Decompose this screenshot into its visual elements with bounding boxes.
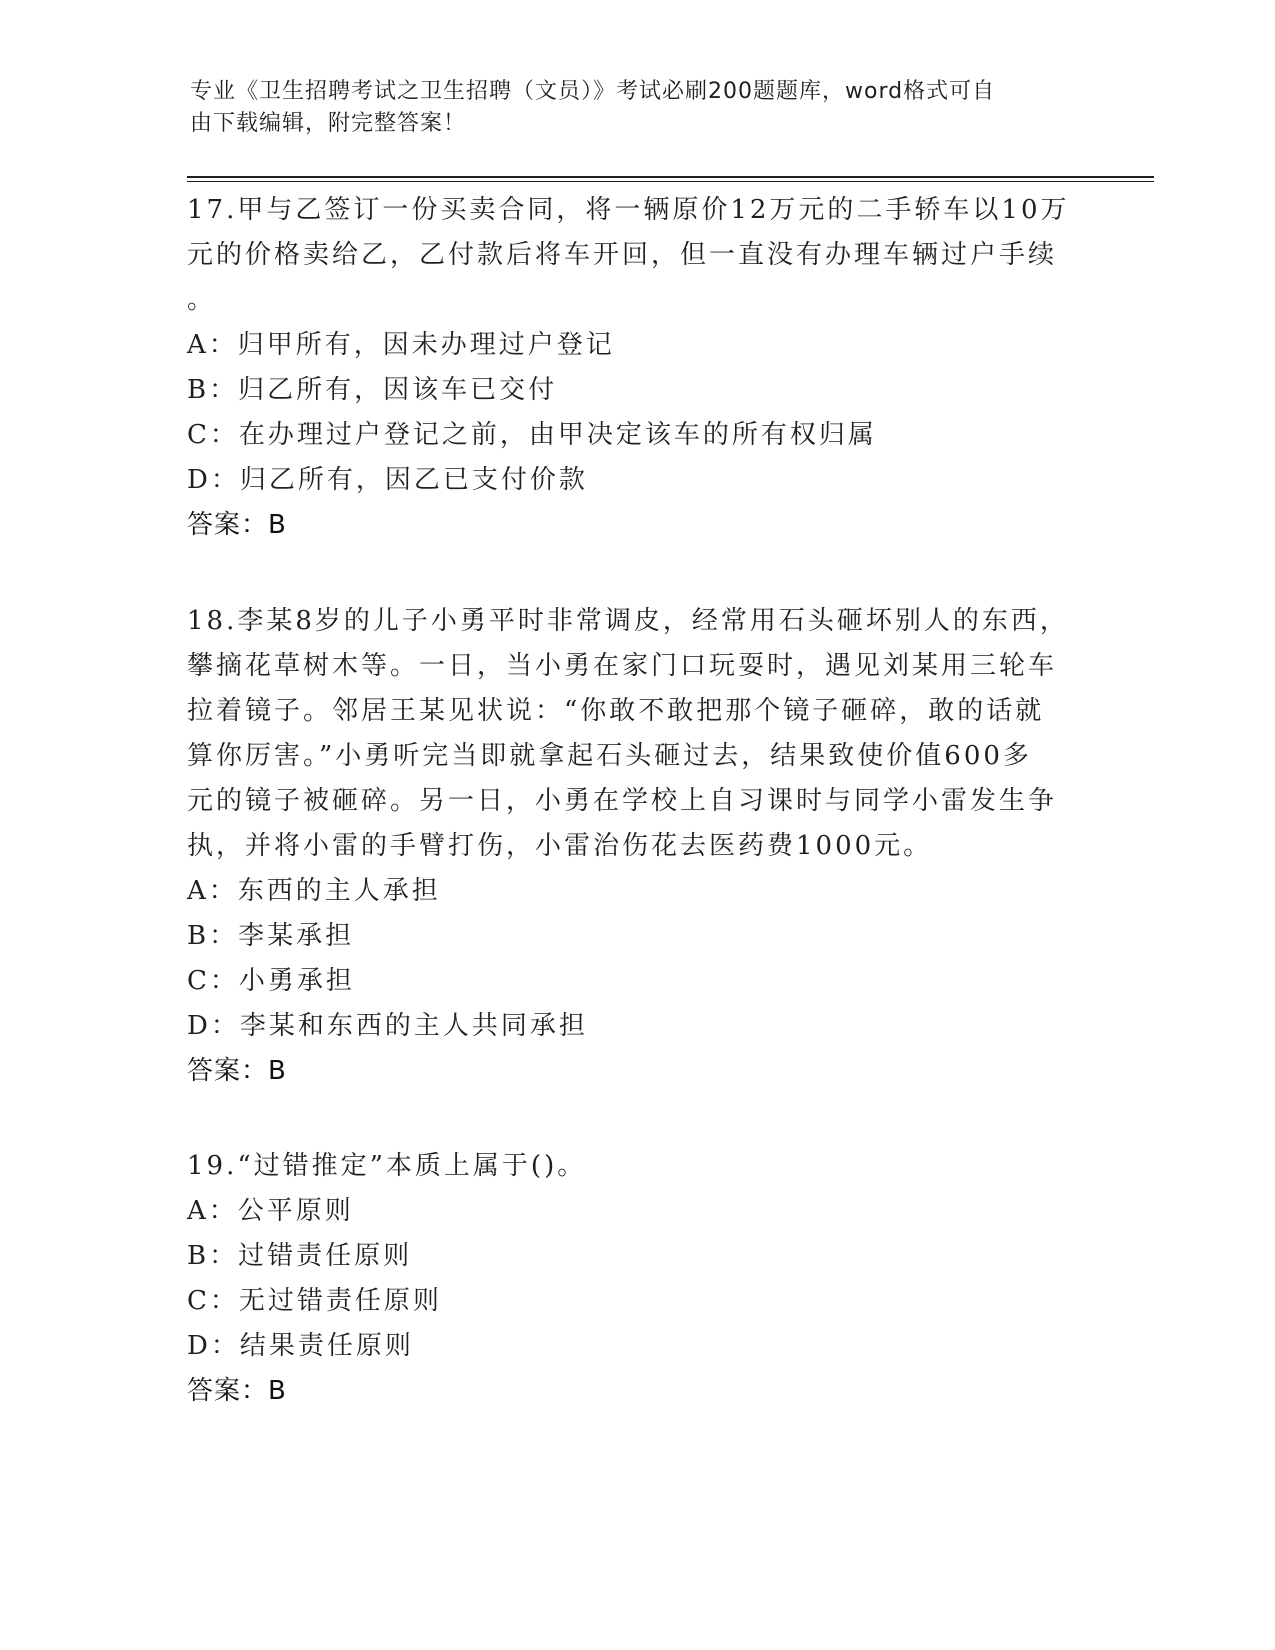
header-line: 专业《卫生招聘考试之卫生招聘（文员）》考试必刷200题题库，word格式可自 [190, 79, 996, 104]
question-18 [187, 599, 1077, 1094]
answer: 答案：B [187, 510, 287, 540]
option-a: A：归甲所有，因未办理过户登记 [187, 330, 615, 360]
document-header [190, 76, 1090, 140]
option-b: B：归乙所有，因该车已交付 [187, 375, 558, 405]
header-divider-thin [187, 181, 1154, 182]
stem-line: 攀摘花草树木等。一日，当小勇在家门口玩耍时，遇见刘某用三轮车 [187, 651, 1058, 681]
stem-line: 18.李某8岁的儿子小勇平时非常调皮，经常用石头砸坏别人的东西， [187, 606, 1069, 636]
question-stem [187, 599, 1077, 869]
option-d: D：李某和东西的主人共同承担 [187, 1011, 588, 1041]
answer: 答案：B [187, 1376, 287, 1406]
option-c: C：在办理过户登记之前，由甲决定该车的所有权归属 [187, 420, 877, 450]
answer: 答案：B [187, 1056, 287, 1086]
header-divider [187, 176, 1154, 178]
option-c: C：小勇承担 [187, 966, 355, 996]
option-d: D：归乙所有，因乙已支付价款 [187, 465, 588, 495]
stem-line: 元的价格卖给乙，乙付款后将车开回，但一直没有办理车辆过户手续 [187, 240, 1058, 270]
stem-line: 17.甲与乙签订一份买卖合同，将一辆原价12万元的二手轿车以10万 [187, 195, 1070, 225]
question-17 [187, 188, 1077, 548]
stem-line: 拉着镜子。邻居王某见状说：“你敢不敢把那个镜子砸碎，敢的话就 [187, 696, 1045, 726]
stem-line: 算你厉害。”小勇听完当即就拿起石头砸过去，结果致使价值600多 [187, 741, 1032, 771]
question-stem [187, 188, 1077, 323]
question-stem [187, 1144, 1077, 1189]
header-line: 由下载编辑，附完整答案！ [190, 111, 467, 136]
option-a: A：公平原则 [187, 1196, 354, 1226]
stem-line: 元的镜子被砸碎。另一日，小勇在学校上自习课时与同学小雷发生争 [187, 786, 1058, 816]
option-d: D：结果责任原则 [187, 1331, 414, 1361]
option-c: C：无过错责任原则 [187, 1286, 442, 1316]
option-a: A：东西的主人承担 [187, 876, 441, 906]
option-b: B：过错责任原则 [187, 1241, 413, 1271]
stem-line: 19.“过错推定”本质上属于()。 [187, 1151, 587, 1181]
question-19 [187, 1144, 1077, 1414]
stem-line: 执，并将小雷的手臂打伤，小雷治伤花去医药费1000元。 [187, 831, 933, 861]
option-b: B：李某承担 [187, 921, 355, 951]
stem-line: 。 [187, 285, 217, 315]
